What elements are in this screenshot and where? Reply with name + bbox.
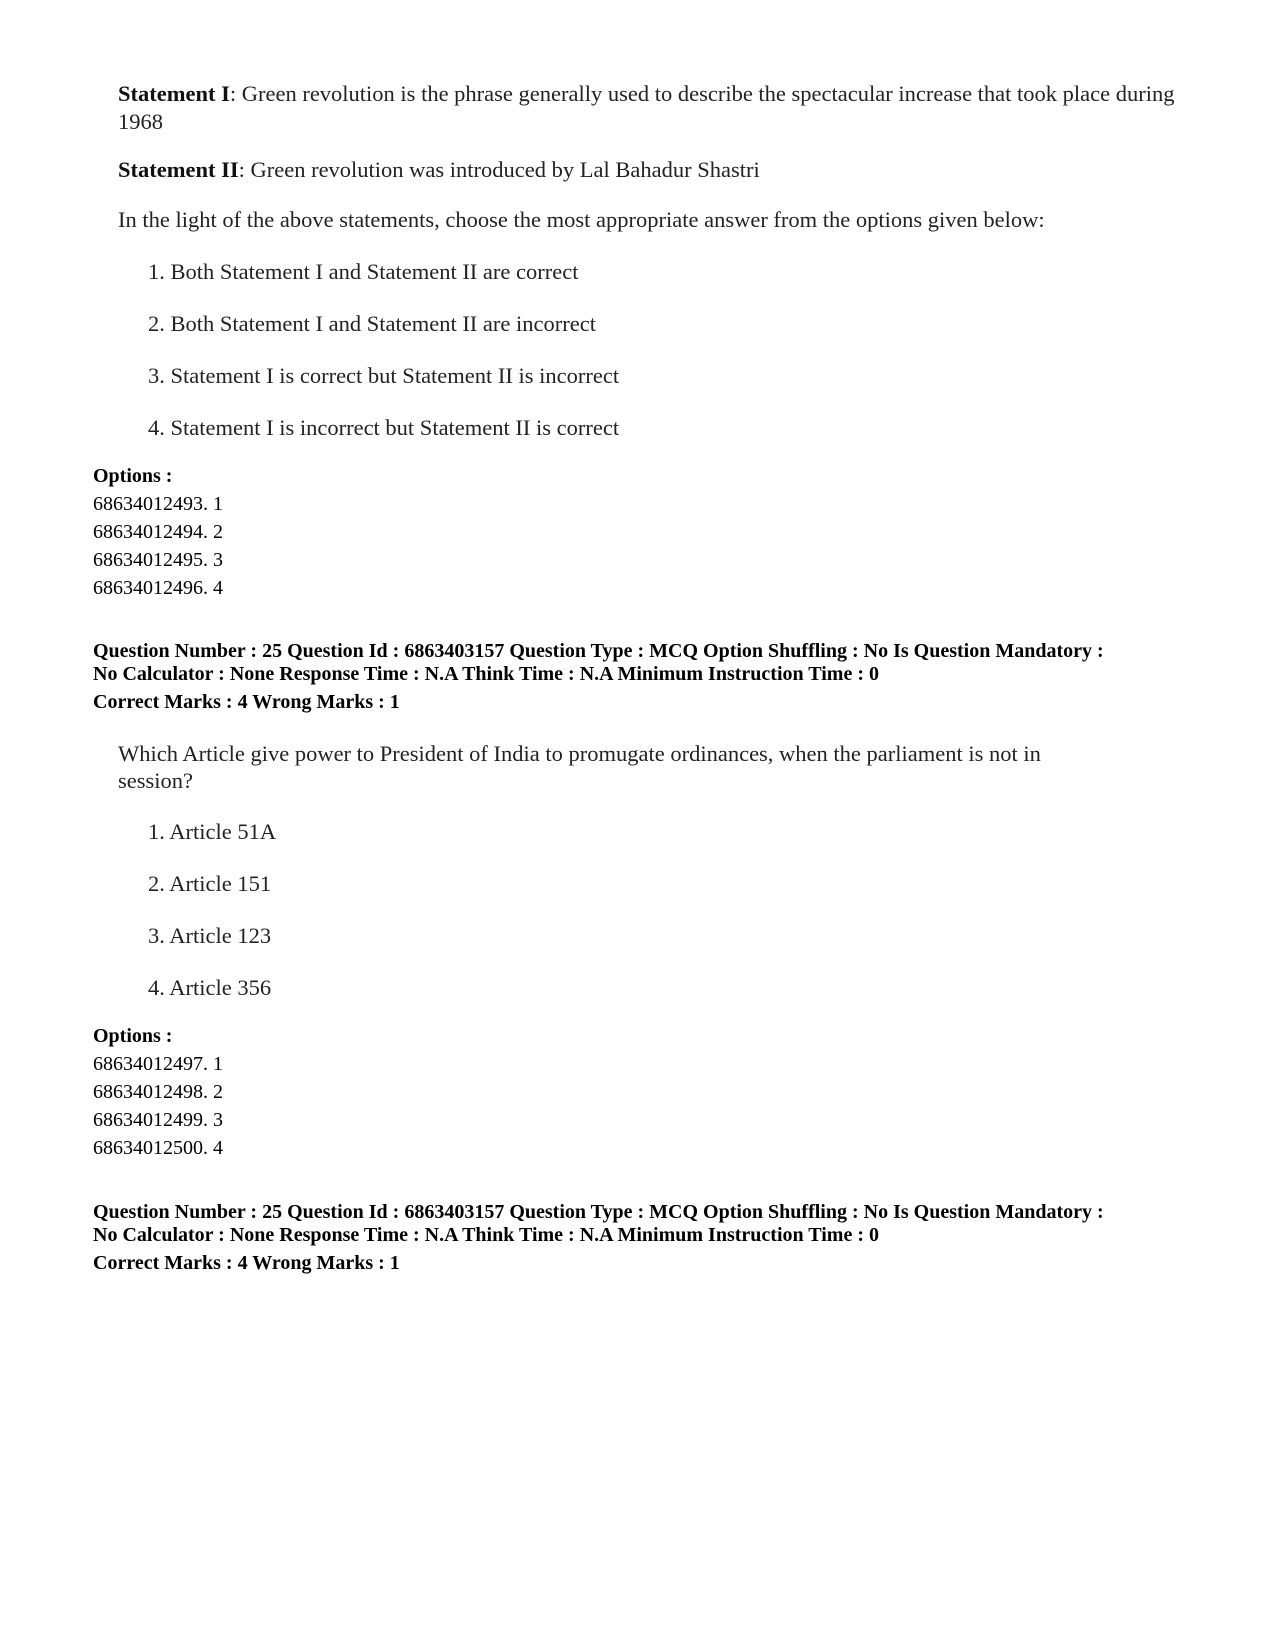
- question-text-line-1: Which Article give power to President of India to promugate ordinances, when the parliament is not in: [118, 741, 1041, 766]
- option-id-4: 68634012496. 4: [93, 577, 223, 599]
- options-heading-2: Options :: [93, 1025, 173, 1047]
- question-instruction: In the light of the above statements, choose the most appropriate answer from the options given below:: [118, 207, 1045, 232]
- statement-2: [118, 156, 760, 184]
- statement-1: [118, 80, 1188, 136]
- choice-4: 4. Article 356: [148, 975, 272, 1000]
- question-meta-line-1: Question Number : 25 Question Id : 6863403157 Question Type : MCQ Option Shuffling : No Is Question Mandatory :: [93, 640, 1104, 662]
- option-id-1: 68634012493. 1: [93, 493, 223, 515]
- option-id-8: 68634012500. 4: [93, 1137, 223, 1159]
- question-meta-line-1: Question Number : 25 Question Id : 6863403157 Question Type : MCQ Option Shuffling : No Is Question Mandatory :: [93, 1201, 1104, 1223]
- choice-1: 1. Article 51A: [148, 819, 277, 844]
- question-statement-block-2: [118, 740, 1188, 1010]
- choice-2: 2. Article 151: [148, 871, 272, 896]
- choice-3: 3. Statement I is correct but Statement II is incorrect: [148, 363, 620, 388]
- question-meta-line-2: No Calculator : None Response Time : N.A Think Time : N.A Minimum Instruction Time : 0: [93, 1224, 879, 1246]
- question-marks: Correct Marks : 4 Wrong Marks : 1: [93, 691, 400, 713]
- choice-2: 2. Both Statement I and Statement II are incorrect: [148, 311, 596, 336]
- choice-1: 1. Both Statement I and Statement II are correct: [148, 259, 579, 284]
- choice-3: 3. Article 123: [148, 923, 272, 948]
- statement-1-text: : Green revolution is the phrase generally used to describe the spectacular increase that took place during 1968: [118, 81, 1175, 134]
- statement-1-label: Statement I: [118, 81, 230, 106]
- question-meta-line-2: No Calculator : None Response Time : N.A Think Time : N.A Minimum Instruction Time : 0: [93, 663, 879, 685]
- option-id-3: 68634012495. 3: [93, 549, 223, 571]
- option-id-5: 68634012497. 1: [93, 1053, 223, 1075]
- choice-4: 4. Statement I is incorrect but Statement II is correct: [148, 415, 620, 440]
- option-id-6: 68634012498. 2: [93, 1081, 223, 1103]
- statement-2-label: Statement II: [118, 157, 239, 182]
- statement-2-text: : Green revolution was introduced by Lal Bahadur Shastri: [238, 157, 760, 182]
- option-id-7: 68634012499. 3: [93, 1109, 223, 1131]
- question-text-line-2: session?: [118, 768, 193, 793]
- options-heading-1: Options :: [93, 465, 173, 487]
- question-statement-block-1: [118, 80, 1188, 450]
- question-marks: Correct Marks : 4 Wrong Marks : 1: [93, 1252, 400, 1274]
- option-id-2: 68634012494. 2: [93, 521, 223, 543]
